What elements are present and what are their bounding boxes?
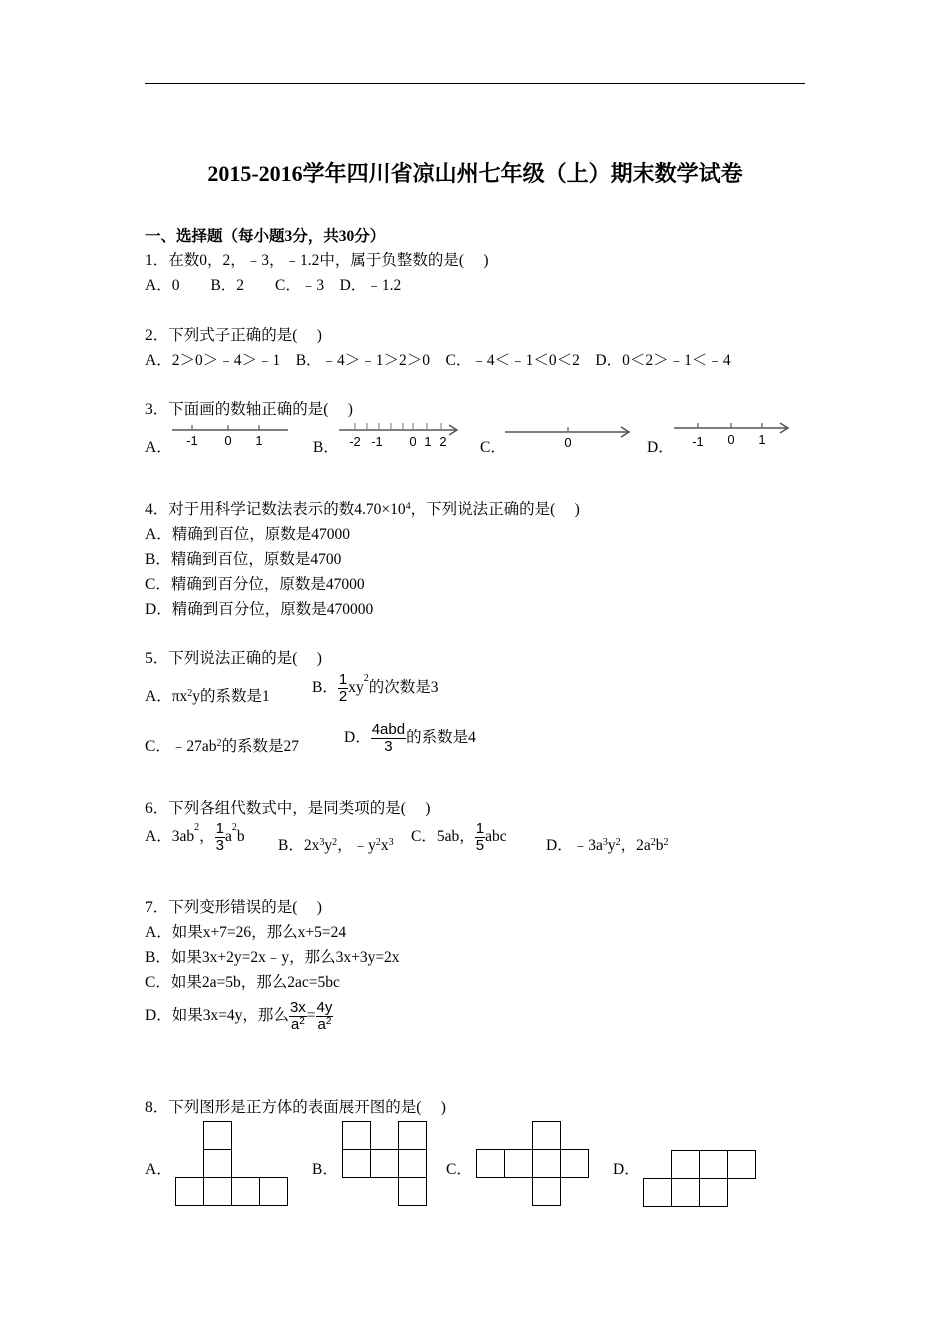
tick-label: -2 [349, 434, 361, 449]
q3-label-a: A． [145, 439, 172, 456]
number-line-b [337, 418, 467, 452]
fraction: $\frac{\text{4abd}}{3}$ [371, 721, 406, 755]
fraction: $\frac{1}{3}$ [215, 820, 224, 854]
q6-option-a: A．$3ab^2$， $\frac{1}{3}$ $a^2b$ [145, 820, 245, 854]
q1-options: A．0 B．2 C．﹣3 D．﹣1.2 [145, 277, 402, 294]
q5-option-c: C．$﹣27ab^2$的系数是27 [145, 738, 299, 755]
q5-option-d: D． $\frac{\text{4abd}}{3}$ 的系数是4 [344, 721, 476, 755]
q8-label-d: D． [613, 1161, 640, 1178]
tick-label: -1 [186, 433, 198, 448]
number-line-d [672, 418, 792, 452]
q4-option-a: A．精确到百位，原数是47000 [145, 526, 350, 543]
q7-option-a: A．如果x+7=26，那么x+5=24 [145, 924, 347, 941]
tick-label: 1 [424, 434, 432, 449]
q8-label-a: A． [145, 1161, 172, 1178]
q5-option-a: A．$\pi x^2y$的系数是1 [145, 688, 270, 705]
cube-net-c [475, 1121, 593, 1211]
fraction: $\frac{4y}{a^2}$ [316, 999, 333, 1033]
q7-stem: 7．下列变形错误的是( ) [145, 899, 322, 916]
tick-label: 2 [439, 434, 447, 449]
q5-option-b: B． $\frac{1}{2}$ $xy^2$的次数是3 [312, 671, 439, 705]
tick-label: 0 [727, 432, 735, 447]
number-line-a [170, 420, 292, 452]
q8-stem: 8．下列图形是正方体的表面展开图的是( ) [145, 1099, 446, 1116]
q7-option-d: D．如果3x=4y，那么 $\frac{3x}{a^2}$ = $\frac{4y}{a^2}$ [145, 999, 333, 1033]
fraction: $\frac{1}{2}$ [338, 671, 348, 705]
q3-label-b: B． [313, 439, 339, 456]
number-line-c [503, 420, 633, 452]
cube-net-d [642, 1150, 760, 1212]
tick-label: 1 [758, 432, 766, 447]
q4-option-c: C．精确到百分位，原数是47000 [145, 576, 365, 593]
cube-net-a [174, 1121, 290, 1211]
q7-option-b: B．如果3x+2y=2x﹣y，那么3x+3y=2x [145, 949, 400, 966]
cube-net-b [341, 1121, 431, 1211]
page-title: 2015-2016学年四川省凉山州七年级（上）期末数学试卷 [207, 161, 743, 186]
q1-stem: 1．在数0，2，﹣3，﹣1.2中，属于负整数的是( ) [145, 252, 489, 269]
fraction: $\frac{1}{5}$ [475, 820, 485, 854]
tick-label: 0 [409, 434, 417, 449]
q7-option-c: C．如果2a=5b，那么2ac=5bc [145, 974, 340, 991]
q4-option-d: D．精确到百分位，原数是470000 [145, 601, 374, 618]
q6-stem: 6．下列各组代数式中，是同类项的是( ) [145, 800, 431, 817]
q2-stem: 2．下列式子正确的是( ) [145, 327, 322, 344]
tick-label: -1 [371, 434, 383, 449]
q2-options: A．2＞0＞﹣4＞﹣1 B．﹣4＞﹣1＞2＞0 C．﹣4＜﹣1＜0＜2 D．0＜2＞﹣1＜﹣4 [145, 352, 731, 369]
tick-label: 0 [564, 435, 572, 450]
q8-label-c: C． [446, 1161, 472, 1178]
q4-stem: 4．对于用科学记数法表示的数$4.70\times 10^4$，下列说法正确的是( ) [145, 501, 580, 518]
q6-option-d: D．$﹣3a^3y^2$，$2a^2b^2$ [546, 837, 669, 854]
q4-option-b: B．精确到百位，原数是4700 [145, 551, 342, 568]
q6-option-c: C．5ab， $\frac{1}{5}$ abc [411, 820, 507, 854]
fraction: $\frac{3x}{a^2}$ [289, 999, 306, 1033]
q6-option-b: B．$2x^3y^2$，$﹣y^2x^3$ [278, 837, 394, 854]
q8-label-b: B． [312, 1161, 338, 1178]
tick-label: -1 [692, 434, 704, 449]
header-rule [145, 83, 805, 84]
q5-stem: 5．下列说法正确的是( ) [145, 650, 322, 667]
tick-label: 0 [224, 433, 232, 448]
q3-label-c: C． [480, 439, 506, 456]
q3-label-d: D． [647, 439, 674, 456]
tick-label: 1 [255, 433, 263, 448]
q3-stem: 3．下面画的数轴正确的是( ) [145, 401, 353, 418]
section-heading: 一、选择题（每小题3分，共30分） [145, 228, 386, 245]
